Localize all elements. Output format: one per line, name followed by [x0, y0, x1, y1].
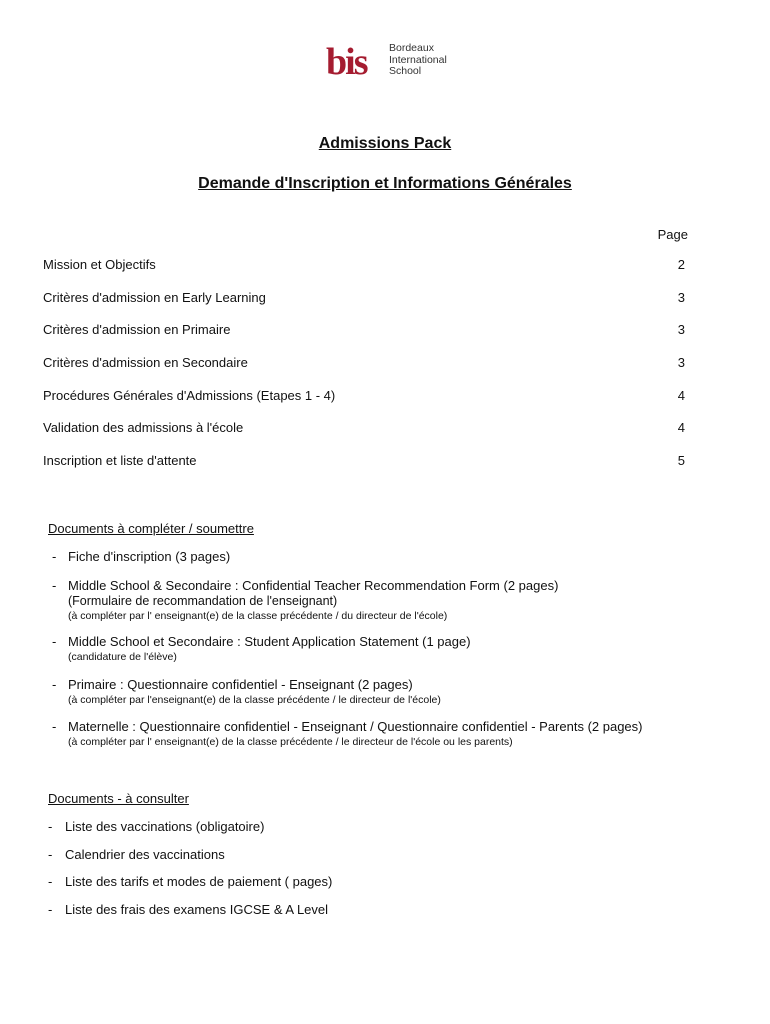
toc-row: [43, 420, 686, 453]
table-of-contents: [43, 257, 686, 486]
list-item: [48, 847, 648, 875]
item-text: Liste des vaccinations (obligatoire): [65, 819, 265, 834]
toc-row: [43, 257, 686, 290]
toc-label: Critères d'admission en Primaire: [43, 322, 231, 338]
list-item: [48, 874, 648, 902]
logo-mark-text: bis: [326, 41, 367, 83]
logo-line-2: International: [389, 53, 447, 66]
toc-page-number: 2: [677, 257, 685, 272]
item-text: Liste des frais des examens IGCSE & A Level: [65, 902, 329, 918]
list-item: [48, 902, 648, 930]
bullet-dash: -: [48, 846, 53, 862]
toc-row: [43, 453, 686, 486]
document-title: Admissions Pack: [318, 135, 452, 152]
item-text: Middle School & Secondaire : Confidential Teacher Recommendation Form (2 pages): [68, 578, 559, 593]
toc-page-number: 4: [677, 387, 685, 403]
item-text: Liste des tarifs et modes de paiement ( pages): [65, 874, 333, 890]
item-text: Primaire : Questionnaire confidentiel - Enseignant (2 pages): [68, 677, 413, 692]
list-item: [52, 677, 732, 719]
item-note: (candidature de l'élève): [68, 651, 177, 663]
toc-page-header: Page: [657, 227, 688, 242]
item-note: (à compléter par l'enseignant(e) de la classe précédente / le directeur de l'école): [68, 694, 441, 706]
list-item: [52, 719, 732, 751]
logo-line-3: School: [389, 65, 422, 77]
bullet-dash: -: [48, 874, 53, 890]
toc-label: Validation des admissions à l'école: [43, 420, 244, 436]
school-logo: [326, 40, 466, 88]
bullet-dash: -: [48, 902, 53, 918]
toc-row: [43, 322, 686, 355]
logo-line-1: Bordeaux: [389, 42, 434, 54]
toc-row: [43, 388, 686, 421]
item-text: Calendrier des vaccinations: [65, 846, 225, 862]
bullet-dash: -: [52, 549, 57, 564]
list-item: [52, 578, 732, 634]
bullet-dash: -: [52, 578, 57, 593]
list-item: [52, 549, 732, 578]
list-item: [48, 819, 648, 847]
item-note: (à compléter par l' enseignant(e) de la classe précédente / du directeur de l'école): [68, 610, 448, 622]
bullet-dash: -: [48, 819, 53, 834]
toc-page-number: 5: [677, 453, 685, 469]
toc-page-number: 4: [677, 420, 685, 436]
logo-wordmark: [389, 43, 447, 78]
documents-to-consult-list: [48, 819, 648, 930]
toc-row: [43, 355, 686, 388]
item-text: Middle School et Secondaire : Student Application Statement (1 page): [68, 634, 471, 649]
documents-to-complete-heading: Documents à compléter / soumettre: [48, 521, 254, 536]
documents-to-complete-list: [52, 549, 732, 751]
bullet-dash: -: [52, 634, 57, 649]
toc-label: Mission et Objectifs: [43, 257, 156, 272]
item-subtext: (Formulaire de recommandation de l'enseignant): [68, 594, 338, 608]
item-text: Fiche d'inscription (3 pages): [68, 549, 231, 564]
toc-label: Critères d'admission en Early Learning: [43, 289, 266, 305]
item-text: Maternelle : Questionnaire confidentiel - Enseignant / Questionnaire confidentiel - Parents (2 pages): [68, 719, 643, 734]
document-subtitle: Demande d'Inscription et Informations Générales: [198, 175, 572, 192]
toc-page-number: 3: [677, 322, 685, 338]
toc-page-number: 3: [677, 355, 685, 371]
list-item: [52, 634, 732, 677]
toc-label: Inscription et liste d'attente: [43, 453, 197, 469]
toc-label: Procédures Générales d'Admissions (Etapes 1 - 4): [43, 387, 336, 403]
item-note: (à compléter par l' enseignant(e) de la classe précédente / le directeur de l'école ou les parents): [68, 736, 513, 748]
documents-to-consult-heading: Documents - à consulter: [48, 791, 189, 806]
bis-logo-mark: [326, 40, 388, 88]
bullet-dash: -: [52, 677, 57, 692]
toc-label: Critères d'admission en Secondaire: [43, 355, 248, 371]
toc-page-number: 3: [677, 289, 685, 305]
toc-row: [43, 290, 686, 323]
bullet-dash: -: [52, 719, 57, 734]
